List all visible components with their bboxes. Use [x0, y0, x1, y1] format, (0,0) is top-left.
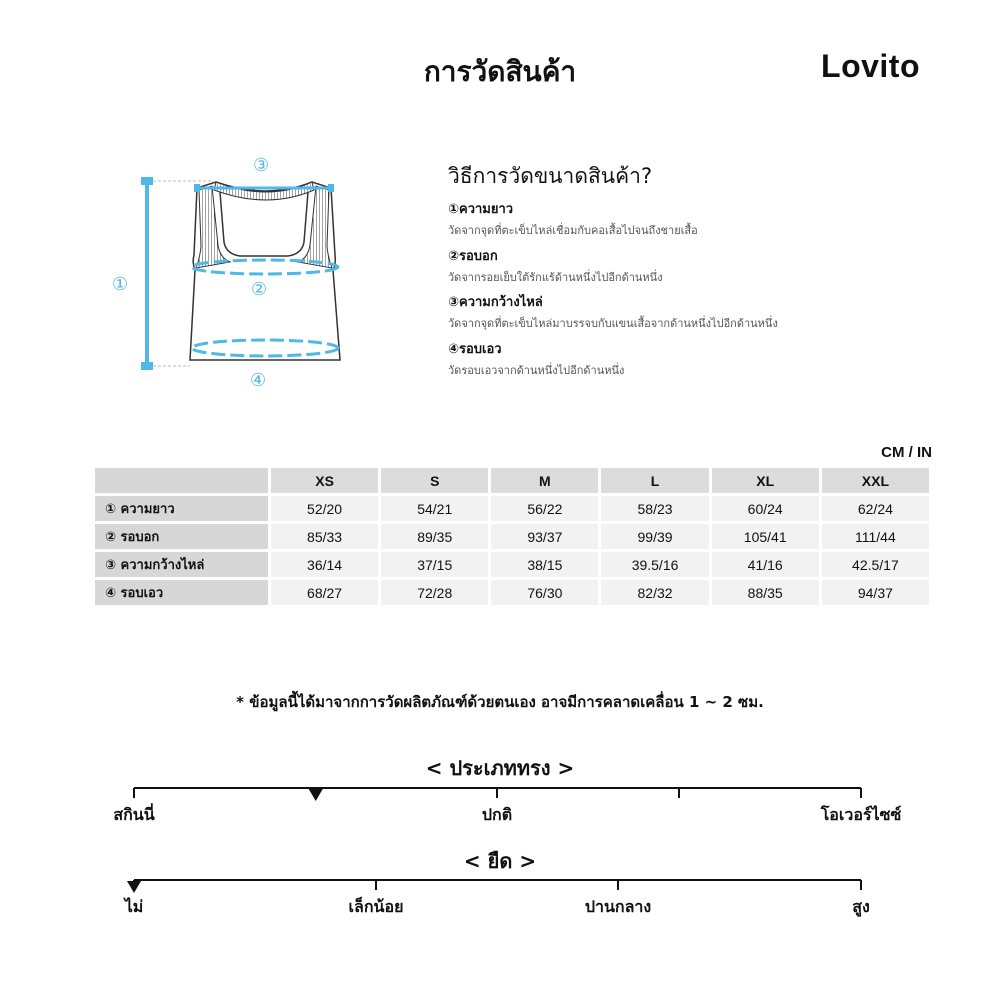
howto-title: วิธีการวัดขนาดสินค้า? [448, 164, 653, 188]
fit-indicator-icon [309, 789, 323, 801]
table-cell: 105/41 [712, 524, 819, 549]
marker-length: ① [112, 274, 129, 295]
table-cell: 39.5/16 [601, 552, 708, 577]
table-cell: 56/22 [491, 496, 598, 521]
table-row [95, 496, 929, 521]
fit-label: โอเวอร์ไซซ์ [820, 805, 902, 824]
table-cell: 111/44 [822, 524, 929, 549]
size-header: S [381, 468, 488, 493]
size-header: XL [712, 468, 819, 493]
table-cell: 93/37 [491, 524, 598, 549]
howto-item-label: ④รอบเอว [448, 342, 502, 357]
marker-bust: ② [251, 279, 268, 300]
stretch-indicator-icon [127, 881, 141, 893]
howto-item-label: ③ความกว้างไหล่ [448, 295, 543, 310]
row-label: ② รอบอก [95, 524, 268, 549]
table-row [95, 552, 929, 577]
table-cell: 99/39 [601, 524, 708, 549]
table-cell: 41/16 [712, 552, 819, 577]
table-cell: 38/15 [491, 552, 598, 577]
row-label: ① ความยาว [95, 496, 268, 521]
table-cell: 94/37 [822, 580, 929, 605]
fit-label: ปกติ [481, 805, 513, 824]
table-row [95, 580, 929, 605]
table-cell: 89/35 [381, 524, 488, 549]
table-cell: 37/15 [381, 552, 488, 577]
stretch-label: สูง [852, 897, 870, 916]
table-cell: 88/35 [712, 580, 819, 605]
table-cell: 42.5/17 [822, 552, 929, 577]
fit-scale-title: < ประเภททรง > [425, 756, 575, 780]
table-cell: 36/14 [271, 552, 378, 577]
disclaimer-note: * ข้อมูลนี้ได้มาจากการวัดผลิตภัณฑ์ด้วยตนเอง อาจมีการคลาดเคลื่อน 1 ~ 2 ซม. [236, 693, 764, 711]
stretch-label: ไม่ [124, 897, 144, 916]
howto-item-desc: วัดจากจุดที่ตะเข็บไหล่มาบรรจบกับแขนเสื้อจากด้านหนึ่งไปอีกด้านหนึ่ง [448, 317, 778, 330]
row-label: ③ ความกว้างไหล่ [95, 552, 268, 577]
size-header: XXL [822, 468, 929, 493]
size-header: XS [271, 468, 378, 493]
table-cell: 82/32 [601, 580, 708, 605]
size-header: L [601, 468, 708, 493]
table-cell: 54/21 [381, 496, 488, 521]
table-cell: 72/28 [381, 580, 488, 605]
row-label: ④ รอบเอว [95, 580, 268, 605]
length-top-cap [141, 177, 153, 185]
stretch-scale-title: < ยืด > [463, 849, 537, 873]
howto-item-desc: วัดจากจุดที่ตะเข็บไหล่เชื่อมกับคอเสื้อไปจนถึงชายเสื้อ [448, 224, 698, 237]
table-corner [95, 468, 268, 493]
howto-item-label: ②รอบอก [448, 249, 498, 264]
table-cell: 85/33 [271, 524, 378, 549]
stretch-label: เล็กน้อย [348, 897, 404, 916]
howto-item-desc: วัดรอบเอวจากด้านหนึ่งไปอีกด้านหนึ่ง [448, 364, 625, 377]
unit-label: CM / IN [881, 444, 932, 461]
table-cell: 60/24 [712, 496, 819, 521]
table-row [95, 524, 929, 549]
table-cell: 68/27 [271, 580, 378, 605]
garment-diagram [100, 150, 360, 400]
table-cell: 76/30 [491, 580, 598, 605]
table-cell: 62/24 [822, 496, 929, 521]
size-table [92, 465, 932, 608]
howto-item-label: ①ความยาว [448, 202, 514, 217]
fit-label: สกินนี่ [113, 805, 155, 824]
brand-logo: Lovito [821, 48, 920, 84]
table-header-row [95, 468, 929, 493]
stretch-label: ปานกลาง [584, 897, 652, 916]
page-title: การวัดสินค้า [423, 55, 577, 88]
size-header: M [491, 468, 598, 493]
stretch-scale [120, 872, 880, 902]
marker-waist: ④ [250, 370, 267, 391]
table-cell: 58/23 [601, 496, 708, 521]
table-cell: 52/20 [271, 496, 378, 521]
howto-item-desc: วัดจากรอยเย็บใต้รักแร้ด้านหนึ่งไปอีกด้านหนึ่ง [448, 271, 663, 284]
marker-shoulder: ③ [253, 155, 270, 176]
length-bottom-cap [141, 362, 153, 370]
